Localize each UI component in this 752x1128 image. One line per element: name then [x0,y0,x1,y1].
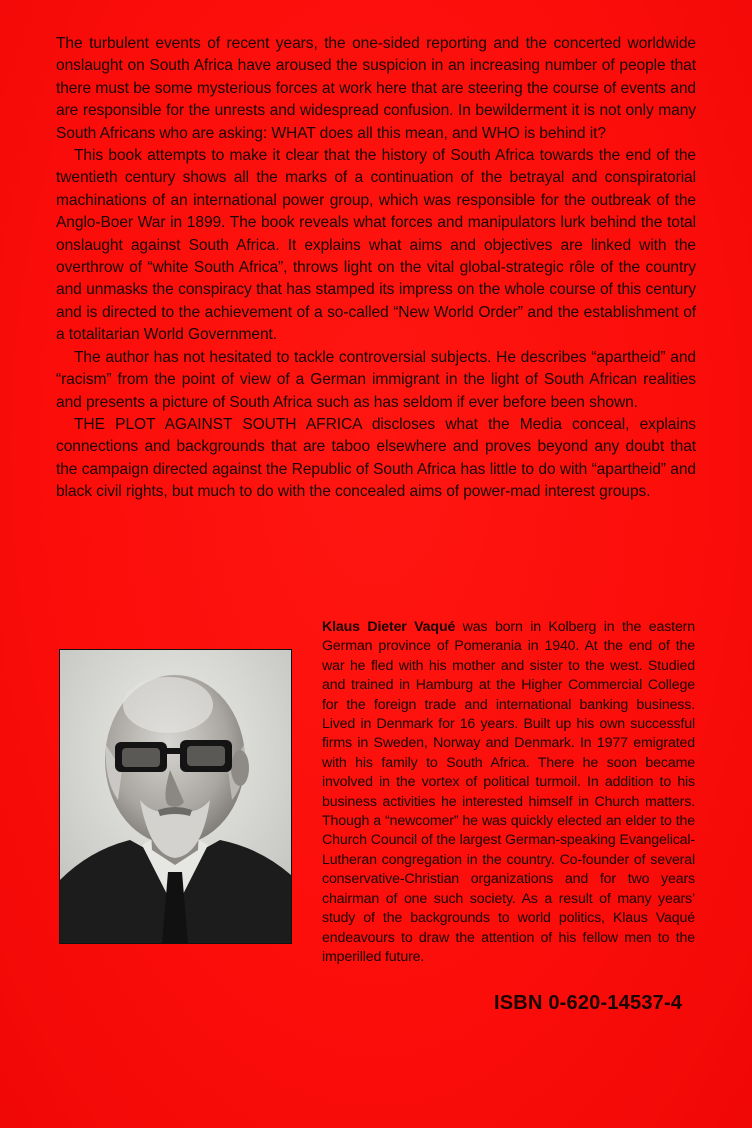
author-name: Klaus Dieter Vaqué [322,619,456,635]
blurb-paragraph-1: The turbulent events of recent years, the one-sided reporting and the concerted worldwide onslaught on South Africa have aroused the suspicion in an increasing number of people that there must be some mysterious forces at work here that are steering the course of events and are responsible for the unrests and widespread confusion. In bewilderment it is not only many South Africans who are asking: WHAT does all this mean, and WHO is behind it? [56,35,696,142]
blurb-paragraph-4: THE PLOT AGAINST SOUTH AFRICA discloses what the Media conceal, explains connections and backgrounds that are taboo elsewhere and proves beyond any doubt that the campaign directed against the Republic of South Africa has little to do with “apartheid” and black civil rights, but much to do with the concealed aims of power-mad interest groups. [56,415,696,501]
blurb-paragraph-2: This book attempts to make it clear that the history of South Africa towards the end of the twentieth century shows all the marks of a continuation of the betrayal and conspiratorial machinations of an international power group, which was responsible for the outbreak of the Anglo-Boer War in 1899. The book reveals what forces and manipulators lurk behind the total onslaught against South Africa. It explains what aims and objectives are linked with the overthrow of “white South Africa”, throws light on the vital global-strategic rôle of the country and unmasks the conspiracy that has stamped its impress on the whole course of this century and is directed to the achievement of a so-called “New World Order” and the establishment of a totalitarian World Government. [56,147,696,344]
author-bio-text: was born in Kolberg in the eastern German province of Pomerania in 1940. At the end of the war he fled with his mother and sister to the west. Studied and trained in Hamburg at the Higher Commercial College for the foreign trade and international banking business. Lived in Denmark for 16 years. Built up his own successful firms in Sweden, Norway and Denmark. In 1977 emigrated with his family to South Africa. There he soon became involved in the vortex of political turmoil. In addition to his business activities he interested himself in Church matters. Though a “newcomer” he was quickly elected an elder to the Church Council of the largest German-speaking Evangelical-Lutheran congregation in the country. Co-founder of several conservative-Christian organizations and for two years chairman of one such society. As a result of many years’ study of the backgrounds to world politics, Klaus Vaqué endeavours to draw the attention of his fellow men to the imperilled future. [322,619,696,965]
author-biography [322,618,695,967]
cover-blurb [56,33,696,504]
isbn-number: ISBN 0-620-14537-4 [494,992,683,1014]
author-portrait-illustration [60,650,291,943]
author-photo [59,649,292,944]
blurb-paragraph-3: The author has not hesitated to tackle controversial subjects. He describes “apartheid” and “racism” from the point of view of a German immigrant in the light of South African realities and presents a picture of South Africa such as has seldom if ever before been shown. [56,348,696,411]
